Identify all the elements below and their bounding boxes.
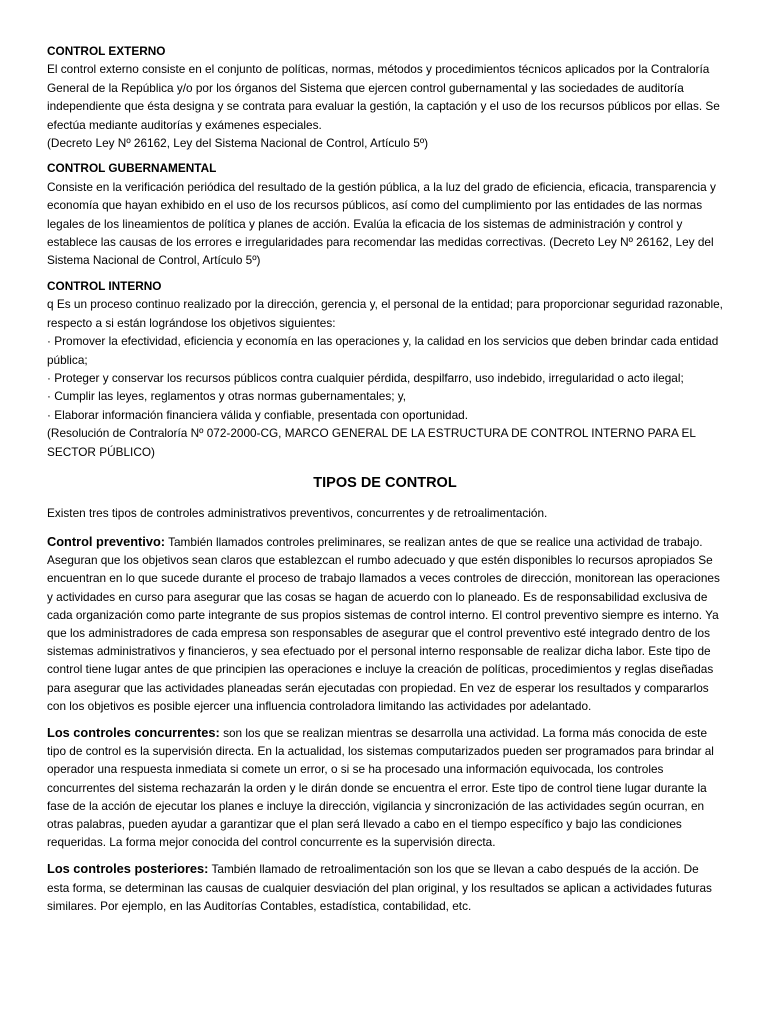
section-heading: CONTROL INTERNO [47, 278, 162, 293]
section-control-interno [47, 277, 723, 461]
objective-item: · Promover la efectividad, eficiencia y economía en las operaciones y, la calidad en los servicios que deben brindar cada entidad pública; [47, 334, 719, 367]
section-text: Consiste en la verificación periódica del resultado de la gestión pública, a la luz del grado de eficiencia, eficacia, transparencia y economía que hayan exhibido en el uso de los recursos públicos, así como del cumplimiento por las entidades de las normas legales de los lineamientos de política y planes de acción. Evalúa la eficacia de los sistemas de administración y control y establece las causas de los errores e irregularidades para recomendar las medidas correctivas. (Decreto Ley Nº 26162, Ley del Sistema Nacional de Control, Artículo 5º) [47, 179, 716, 268]
document-page [47, 42, 723, 924]
paragraph-body: son los que se realizan mientras se desarrolla una actividad. La forma más conocida de este tipo de control es la supervisión directa. En la actualidad, los sistemas computarizados pueden ser programados para brindar al operador una respuesta inmediata si comete un error, o si se ha procesado una información equivocada, los controles concurrentes del sistema rechazarán la orden y le dirán donde se encuentra el error. Este tipo de control tiene lugar durante la fase de la acción de ejecutar los planes e incluye la dirección, vigilancia y sincronización de las actividades según ocurran, en otras palabras, pueden ayudar a garantizar que el plan será llevado a cabo en el tiempo específico y bajo las condiciones requeridas. La forma mejor conocida del control concurrente es la supervisión directa. [47, 725, 714, 850]
section-citation: (Resolución de Contraloría Nº 072-2000-CG, MARCO GENERAL DE LA ESTRUCTURA DE CONTROL INTERNO PARA EL SECTOR PÚBLICO) [47, 426, 696, 459]
paragraph-controles-concurrentes [47, 724, 723, 851]
paragraph-lead: Los controles concurrentes: [47, 724, 220, 740]
paragraph-lead: Control preventivo: [47, 533, 166, 549]
page-title: TIPOS DE CONTROL [313, 474, 457, 491]
paragraph-control-preventivo [47, 533, 723, 715]
paragraph-body: También llamado de retroalimentación son los que se llevan a cabo después de la acción. De esta forma, se determinan las causas de cualquier desviación del plan original, y los resultados se aplican a actividades futuras similares. Por ejemplo, en las Auditorías Contables, estadística, contabilidad, etc. [47, 862, 712, 913]
section-text: q Es un proceso continuo realizado por la dirección, gerencia y, el personal de la entidad; para proporcionar seguridad razonable, respecto a si están lográndose los objetivos siguientes: [47, 297, 723, 330]
section-control-externo [47, 42, 723, 152]
section-heading: CONTROL EXTERNO [47, 44, 166, 58]
objective-item: · Proteger y conservar los recursos públicos contra cualquier pérdida, despilfarro, uso indebido, irregularidad o acto ilegal; [47, 370, 684, 385]
paragraph-controles-posteriores [47, 860, 723, 915]
paragraph-lead: Los controles posteriores: [47, 861, 209, 877]
section-control-gubernamental [47, 159, 723, 269]
section-text: El control externo consiste en el conjunto de políticas, normas, métodos y procedimientos técnicos aplicados por la Contraloría General de la República y/o por los órganos del Sistema que ejercen control gubernamental y las sociedades de auditoría independiente que ésta designa y se contrata para evaluar la gestión, la captación y el uso de los recursos públicos por ellas. Se efectúa mediante auditorías y exámenes especiales. [47, 62, 720, 132]
intro-text: Existen tres tipos de controles administrativos preventivos, concurrentes y de retroalimentación. [47, 505, 548, 520]
objective-item: · Cumplir las leyes, reglamentos y otras normas gubernamentales; y, [47, 389, 407, 404]
objective-item: · Elaborar información financiera válida y confiable, presentada con oportunidad. [47, 407, 469, 422]
section-heading: CONTROL GUBERNAMENTAL [47, 161, 217, 176]
section-citation: (Decreto Ley Nº 26162, Ley del Sistema Nacional de Control, Artículo 5º) [47, 136, 429, 151]
paragraph-body: También llamados controles preliminares, se realizan antes de que se realice una actividad de trabajo. Aseguran que los objetivos sean claros que establezcan el rumbo adecuado y que estén disponibles lo recursos apropiados Se encuentran en lo que sucede durante el proceso de trabajo llamados a veces controles de dirección, monitorean las operaciones y actividades en curso para asegurar que las cosas se hagan de acuerdo con lo planeado. Es de responsabilidad exclusiva de cada organización como parte integrante de sus propios sistemas de control interno. El control preventivo siempre es interno. Ya que los administradores de cada empresa son responsables de asegurar que el control preventivo esté integrado dentro de los sistemas administrativos y financieros, y sea efectuado por el personal interno responsable de realizar dicha labor. Este tipo de control tiene lugar antes de que principien las operaciones e incluye la creación de políticas, procedimientos y reglas diseñadas para asegurar que las actividades planeadas serán ejecutadas con propiedad. En vez de esperar los resultados y compararlos con los objetivos es posible ejercer una influencia controladora limitando las actividades por adelantado. [47, 534, 720, 713]
